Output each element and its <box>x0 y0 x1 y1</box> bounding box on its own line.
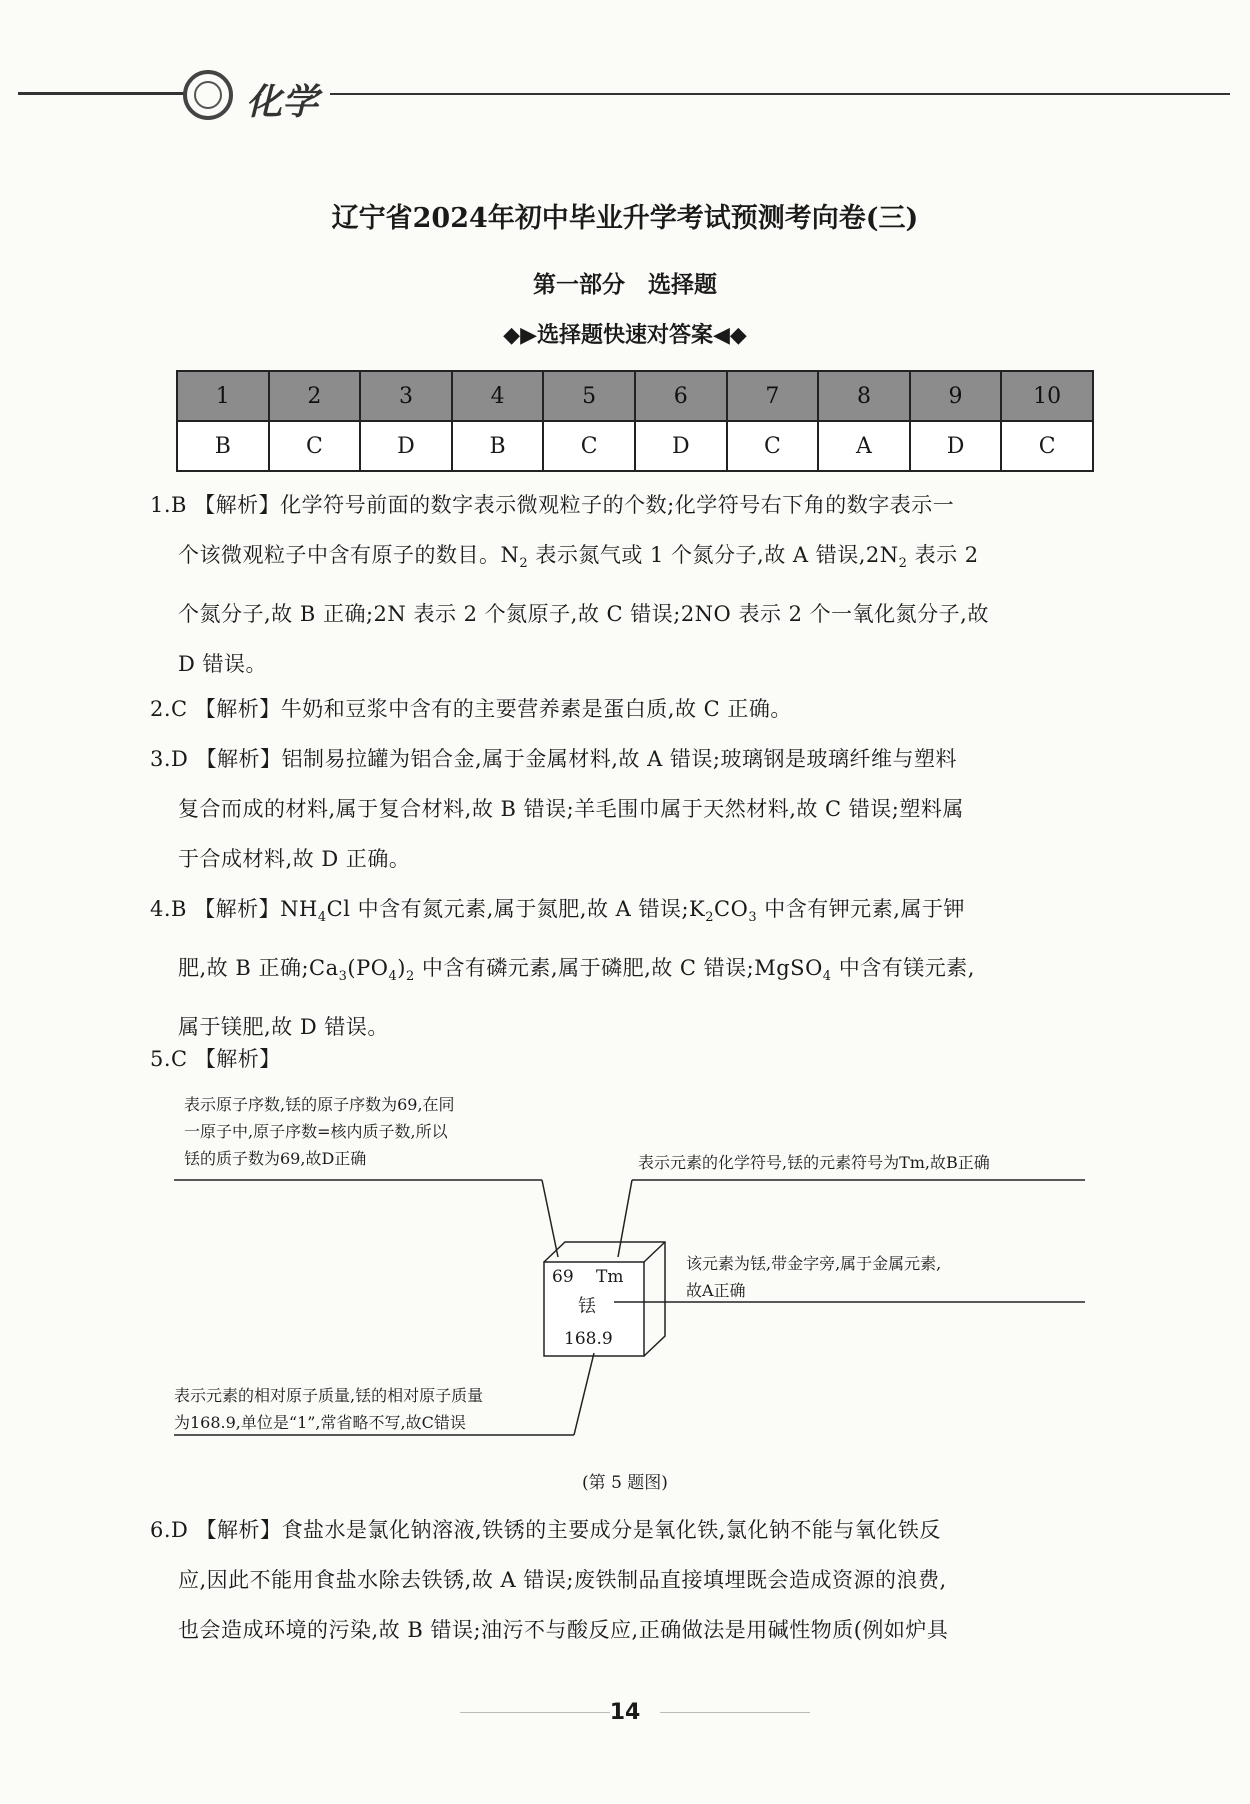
q4-tag: 【解析】 <box>194 897 281 921</box>
note-atomic-number <box>184 1091 455 1172</box>
note-line: 故A正确 <box>686 1281 746 1300</box>
explanation-q3 <box>150 734 1130 884</box>
answer-cell: D <box>360 421 452 471</box>
q4-subscript: 4 <box>388 969 398 985</box>
note-metal <box>686 1250 941 1304</box>
question-number-cell: 8 <box>818 371 910 421</box>
element-name: 铥 <box>578 1296 596 1317</box>
note-line: 该元素为铥,带金字旁,属于金属元素, <box>686 1254 942 1273</box>
q1-line2-part: 个该微观粒子中含有原子的数目。N <box>178 543 520 567</box>
atomic-mass: 168.9 <box>564 1329 613 1349</box>
question-number-cell: 10 <box>1001 371 1093 421</box>
explanation-q4 <box>150 884 1130 1052</box>
answer-cell: C <box>543 421 635 471</box>
question-number-cell: 6 <box>635 371 727 421</box>
q4-number: 4.B <box>150 897 187 921</box>
answer-key-heading: ◆▶选择题快速对答案◀◆ <box>503 323 747 348</box>
q1-subscript: 2 <box>519 556 529 572</box>
element-symbol: Tm <box>596 1267 624 1287</box>
q3-line2: 复合而成的材料,属于复合材料,故 B 错误;羊毛围巾属于天然材料,故 C 错误;塑料属 <box>178 797 964 821</box>
q4-text: CO <box>714 897 749 921</box>
q3-number: 3.D <box>150 747 189 771</box>
q4-subscript: 3 <box>748 910 758 926</box>
q1-line4: D 错误。 <box>178 652 268 677</box>
q6-line2: 应,因此不能用食盐水除去铁锈,故 A 错误;废铁制品直接填埋既会造成资源的浪费, <box>178 1568 947 1592</box>
q3-line1: 铝制易拉罐为铝合金,属于金属材料,故 A 错误;玻璃钢是玻璃纤维与塑料 <box>281 747 958 771</box>
note-line: 表示元素的相对原子质量,铥的相对原子质量 <box>174 1386 484 1405</box>
note-mass <box>174 1382 483 1436</box>
answer-cell: D <box>635 421 727 471</box>
question-number-cell: 9 <box>910 371 1002 421</box>
answer-table-header-row <box>177 371 1093 421</box>
answer-table-body-row <box>177 421 1093 471</box>
answer-cell: C <box>1001 421 1093 471</box>
q4-subscript: 2 <box>405 969 415 985</box>
q5-number: 5.C <box>150 1047 188 1071</box>
question-number-cell: 1 <box>177 371 269 421</box>
q3-line3: 于合成材料,故 D 正确。 <box>178 847 411 871</box>
q1-line2-part: 表示 2 <box>907 543 979 567</box>
answer-cell: C <box>269 421 361 471</box>
question-number-cell: 5 <box>543 371 635 421</box>
note-symbol: 表示元素的化学符号,铥的元素符号为Tm,故B正确 <box>638 1153 990 1172</box>
q6-tag: 【解析】 <box>195 1518 282 1542</box>
q1-number: 1.B <box>150 493 187 517</box>
figure-caption: (第 5 题图) <box>582 1473 668 1493</box>
q1-subscript: 2 <box>898 556 908 572</box>
q4-text: NH <box>280 897 318 921</box>
answer-cell: B <box>452 421 544 471</box>
explanation-q5 <box>150 1034 1130 1084</box>
answer-table <box>176 370 1094 472</box>
answer-cell: C <box>727 421 819 471</box>
section-heading: 第一部分 选择题 <box>533 272 717 298</box>
q4-subscript: 4 <box>822 969 832 985</box>
page-title: 辽宁省2024年初中毕业升学考试预测考向卷(三) <box>331 203 919 234</box>
q4-text: Cl 中含有氮元素,属于氮肥,故 A 错误;K <box>326 897 706 921</box>
q6-line3: 也会造成环境的污染,故 B 错误;油污不与酸反应,正确做法是用碱性物质(例如炉具 <box>178 1618 949 1642</box>
q4-text: ) <box>397 956 406 981</box>
atomic-number: 69 <box>552 1267 574 1287</box>
question-number-cell: 2 <box>269 371 361 421</box>
q1-line1: 化学符号前面的数字表示微观粒子的个数;化学符号右下角的数字表示一 <box>280 493 955 517</box>
q1-line3: 个氮分子,故 B 正确;2N 表示 2 个氮原子,故 C 错误;2NO 表示 2 个一氧化氮分子,故 <box>178 602 989 627</box>
q5-tag: 【解析】 <box>194 1047 281 1071</box>
question-number-cell: 3 <box>360 371 452 421</box>
subject-label: 化学 <box>240 74 324 125</box>
header-rule-right <box>330 93 1230 95</box>
q1-line2-part: 表示氮气或 1 个氮分子,故 A 错误,2N <box>528 543 899 567</box>
answer-cell: D <box>910 421 1002 471</box>
q6-number: 6.D <box>150 1518 189 1542</box>
header-rule-left <box>18 92 186 95</box>
page-number: 14 <box>609 1700 641 1725</box>
answer-cell: A <box>818 421 910 471</box>
q4-text: 中含有钾元素,属于钾 <box>757 897 965 921</box>
q4-line3: 属于镁肥,故 D 错误。 <box>178 1015 389 1040</box>
note-line: 表示原子序数,铥的原子序数为69,在同 <box>184 1095 455 1114</box>
q4-subscript: 2 <box>705 910 715 926</box>
q6-line1: 食盐水是氯化钠溶液,铁锈的主要成分是氧化铁,氯化钠不能与氧化铁反 <box>281 1518 941 1542</box>
subject-logo-icon <box>183 70 233 120</box>
q1-tag: 【解析】 <box>194 493 281 517</box>
answer-cell: B <box>177 421 269 471</box>
q4-text: 肥,故 B 正确;Ca <box>178 956 339 981</box>
q4-subscript: 4 <box>317 910 327 926</box>
q4-text: 中含有镁元素, <box>831 956 975 981</box>
note-line: 为168.9,单位是“1”,常省略不写,故C错误 <box>174 1413 466 1432</box>
q2-number: 2.C <box>150 697 188 721</box>
explanation-q6 <box>150 1505 1130 1655</box>
note-line: 铥的质子数为69,故D正确 <box>184 1149 367 1168</box>
note-line: 一原子中,原子序数=核内质子数,所以 <box>184 1122 448 1141</box>
q4-text: 中含有磷元素,属于磷肥,故 C 错误;MgSO <box>414 956 823 981</box>
explanation-q2 <box>150 684 1130 734</box>
question-number-cell: 4 <box>452 371 544 421</box>
q3-tag: 【解析】 <box>195 747 282 771</box>
q2-line1: 牛奶和豆浆中含有的主要营养素是蛋白质,故 C 正确。 <box>280 697 792 721</box>
q4-subscript: 3 <box>338 969 348 985</box>
q4-text: (PO <box>347 956 389 981</box>
element-card-diagram <box>170 1085 1100 1485</box>
question-number-cell: 7 <box>727 371 819 421</box>
explanation-q1 <box>150 480 1130 689</box>
q2-tag: 【解析】 <box>194 697 281 721</box>
